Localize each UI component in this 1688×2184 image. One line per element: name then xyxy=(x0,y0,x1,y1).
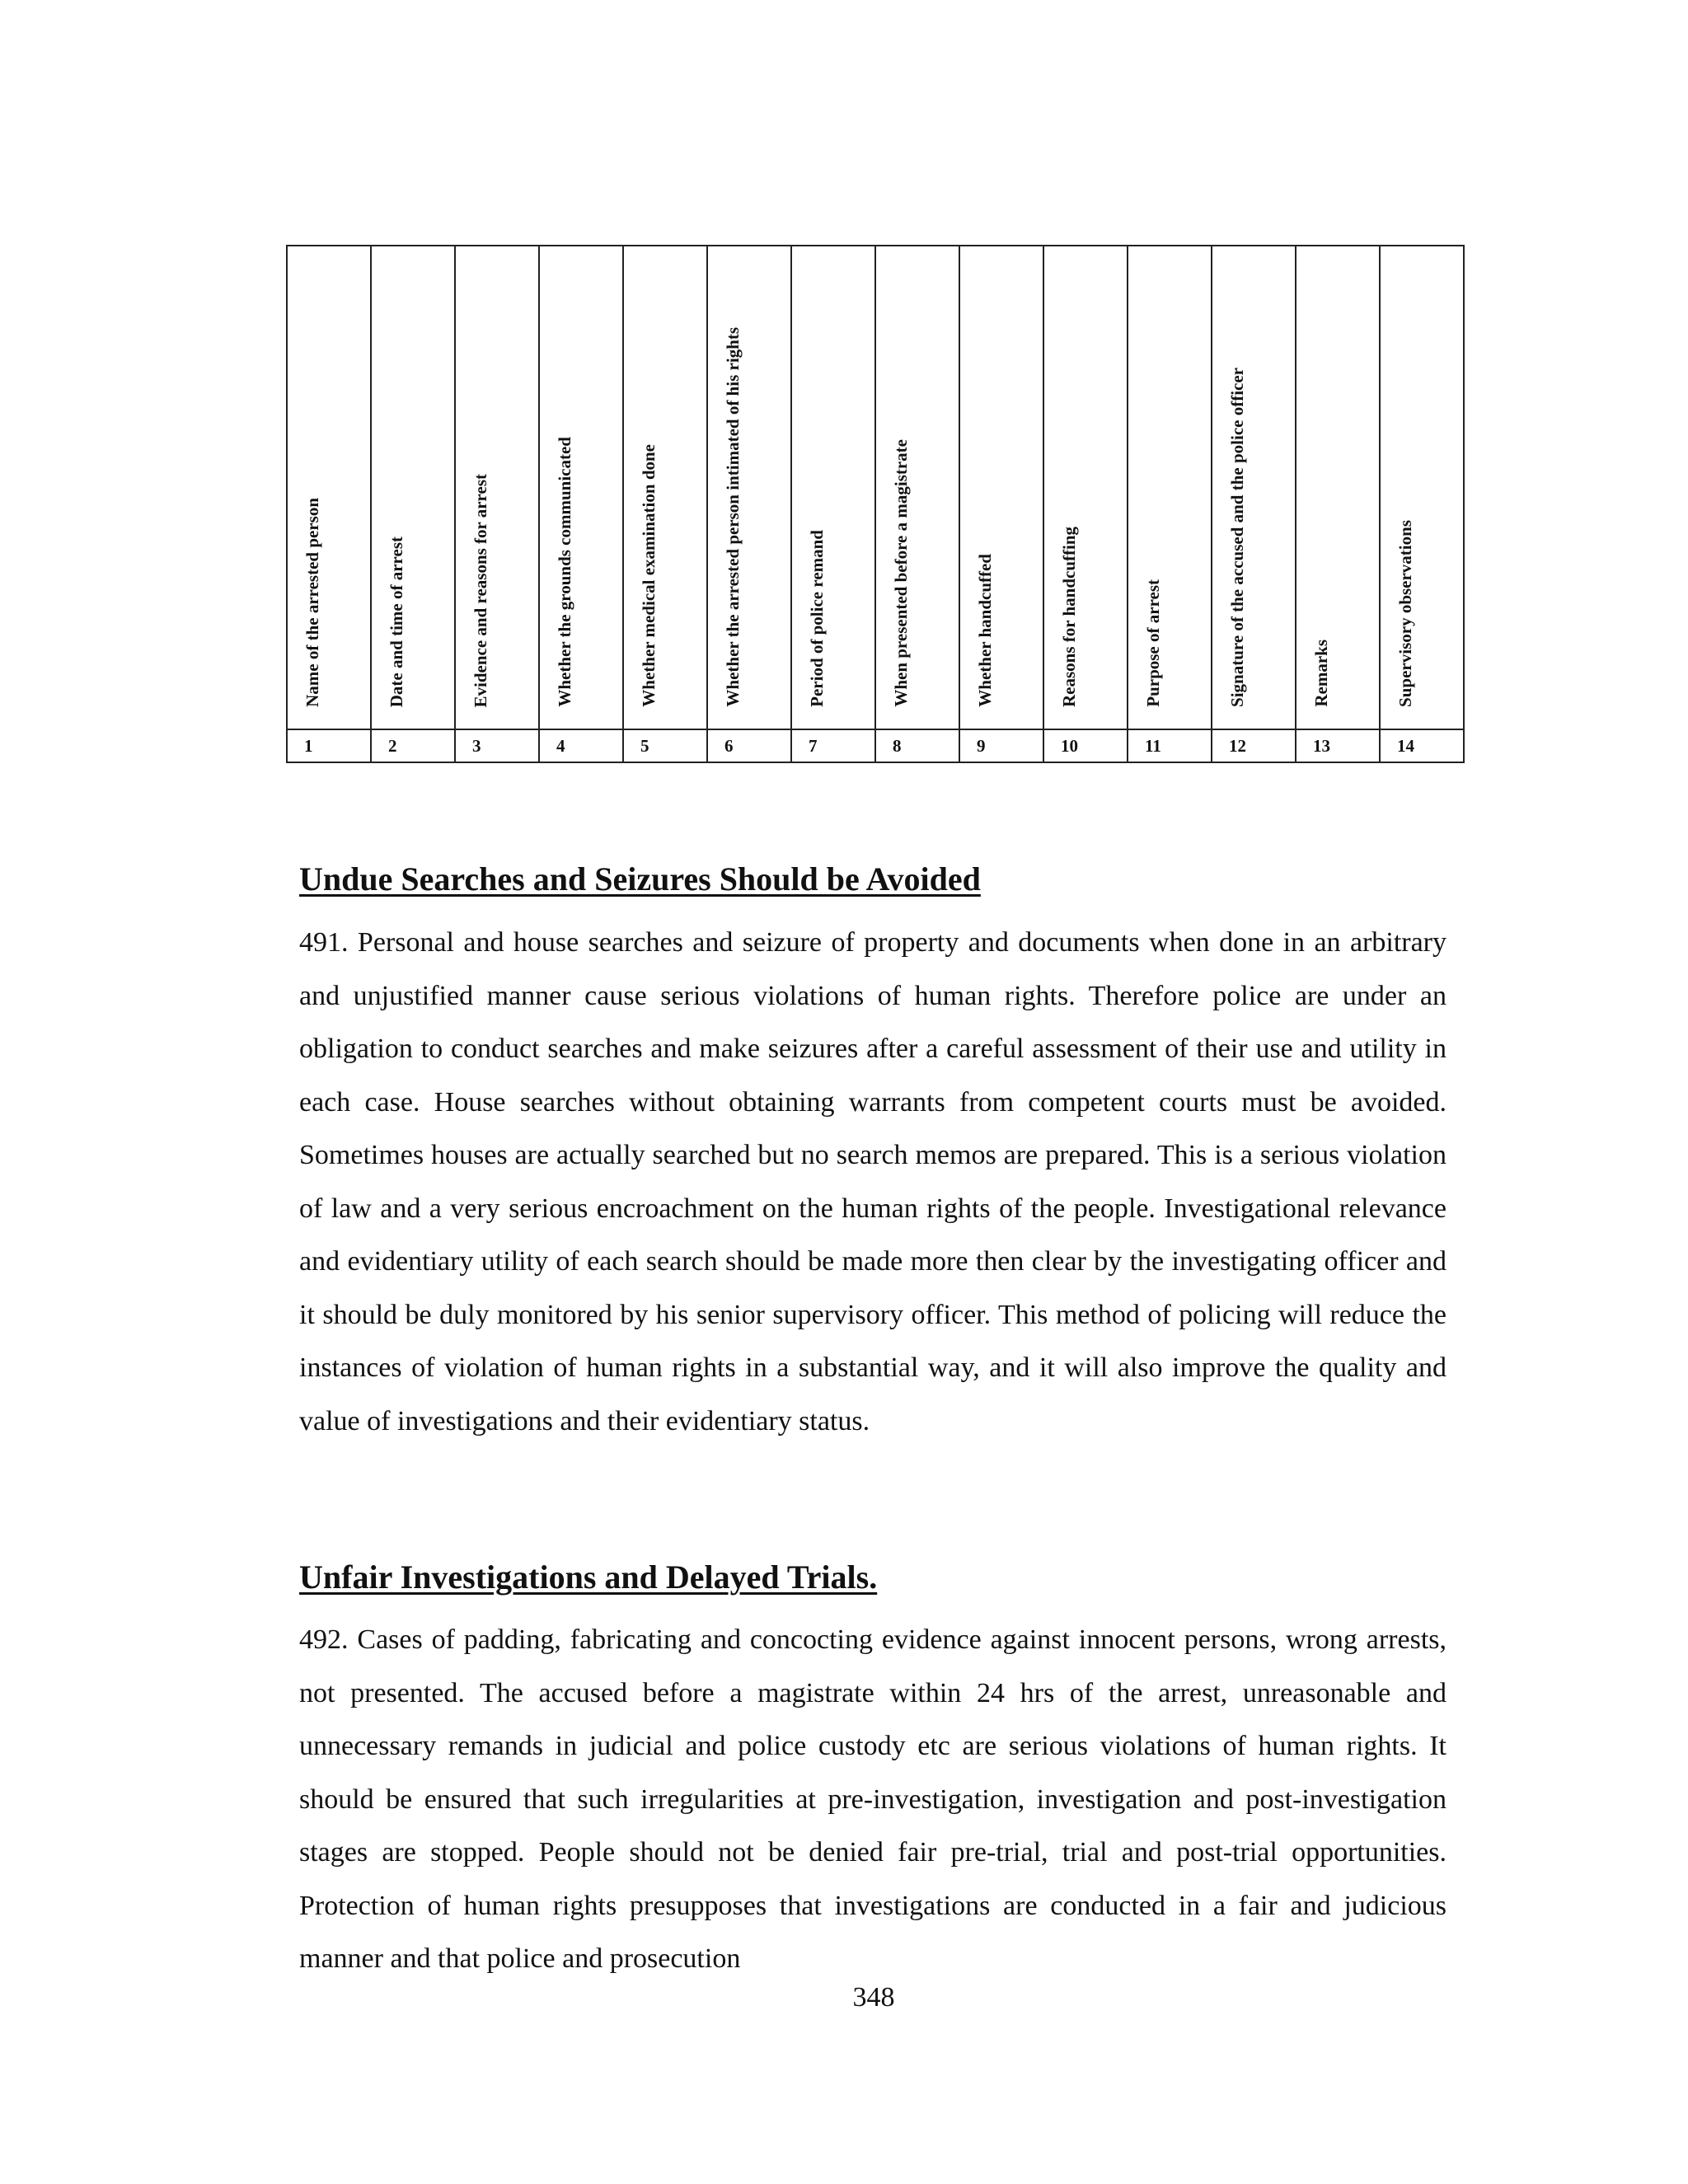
column-number: 14 xyxy=(1380,729,1464,762)
section-heading-unfair-investigations: Unfair Investigations and Delayed Trials. xyxy=(299,1558,878,1596)
column-header-label: Date and time of arrest xyxy=(387,536,406,707)
column-number: 11 xyxy=(1128,729,1212,762)
column-header xyxy=(875,246,959,729)
column-number: 6 xyxy=(707,729,791,762)
column-number: 8 xyxy=(875,729,959,762)
section-heading-searches-seizures: Undue Searches and Seizures Should be Avoided xyxy=(299,860,981,898)
column-number: 10 xyxy=(1043,729,1128,762)
column-header xyxy=(707,246,791,729)
column-header xyxy=(287,246,371,729)
column-header-label: Evidence and reasons for arrest xyxy=(471,473,490,707)
column-header xyxy=(791,246,875,729)
column-header-label: Name of the arrested person xyxy=(302,498,322,707)
page-number: 348 xyxy=(852,1982,895,2013)
column-header-label: Whether the grounds communicated xyxy=(555,437,574,707)
column-header xyxy=(623,246,707,729)
column-number: 13 xyxy=(1296,729,1380,762)
column-number: 3 xyxy=(455,729,539,762)
column-header-label: Remarks xyxy=(1311,640,1331,707)
column-header-label: Whether the arrested person intimated of his rights xyxy=(723,327,743,707)
column-header xyxy=(455,246,539,729)
column-number: 4 xyxy=(539,729,623,762)
column-number: 1 xyxy=(287,729,371,762)
column-header xyxy=(1380,246,1464,729)
column-header-label: Whether medical examination done xyxy=(639,444,659,707)
column-header xyxy=(1128,246,1212,729)
column-header xyxy=(1212,246,1296,729)
column-header-label: Period of police remand xyxy=(807,530,827,707)
column-header-label: Purpose of arrest xyxy=(1143,579,1163,707)
column-header-label: Supervisory observations xyxy=(1395,520,1415,707)
column-header xyxy=(1043,246,1128,729)
column-header-label: Signature of the accused and the police officer xyxy=(1227,368,1247,707)
column-number: 12 xyxy=(1212,729,1296,762)
column-number: 5 xyxy=(623,729,707,762)
column-number: 2 xyxy=(371,729,455,762)
table-number-row xyxy=(287,729,1464,762)
column-header xyxy=(959,246,1043,729)
column-header xyxy=(1296,246,1380,729)
column-number: 9 xyxy=(959,729,1043,762)
column-header-label: Whether handcuffed xyxy=(975,554,995,707)
column-header xyxy=(539,246,623,729)
column-header-label: Reasons for handcuffing xyxy=(1059,527,1079,707)
column-header xyxy=(371,246,455,729)
table-header-row xyxy=(287,246,1464,729)
column-number: 7 xyxy=(791,729,875,762)
arrest-register-table xyxy=(286,245,1465,763)
paragraph-492: 492. Cases of padding, fabricating and concocting evidence against innocent persons, wrong arrests, not presented. The accused before a magistrate within 24 hrs of the arrest, unreasonable and unnecessary remands in judicial and police custody etc are serious violations of human rights. It should be ensured that such irregularities at pre-investigation, investigation and post-investigation stages are stopped. People should not be denied fair pre-trial, trial and post-trial opportunities. Protection of human rights presupposes that investigations are conducted in a fair and judicious manner and that police and prosecution xyxy=(299,1624,1447,1974)
paragraph-491: 491. Personal and house searches and seizure of property and documents when done in an arbitrary and unjustified manner cause serious violations of human rights. Therefore police are under an obligation to conduct searches and make seizures after a careful assessment of their use and utility in each case. House searches without obtaining warrants from competent courts must be avoided. Sometimes houses are actually searched but no search memos are prepared. This is a serious violation of law and a very serious encroachment on the human rights of the people. Investigational relevance and evidentiary utility of each search should be made more then clear by the investigating officer and it should be duly monitored by his senior supervisory officer. This method of policing will reduce the instances of violation of human rights in a substantial way, and it will also improve the quality and value of investigations and their evidentiary status. xyxy=(299,927,1447,1436)
column-header-label: When presented before a magistrate xyxy=(891,439,911,707)
